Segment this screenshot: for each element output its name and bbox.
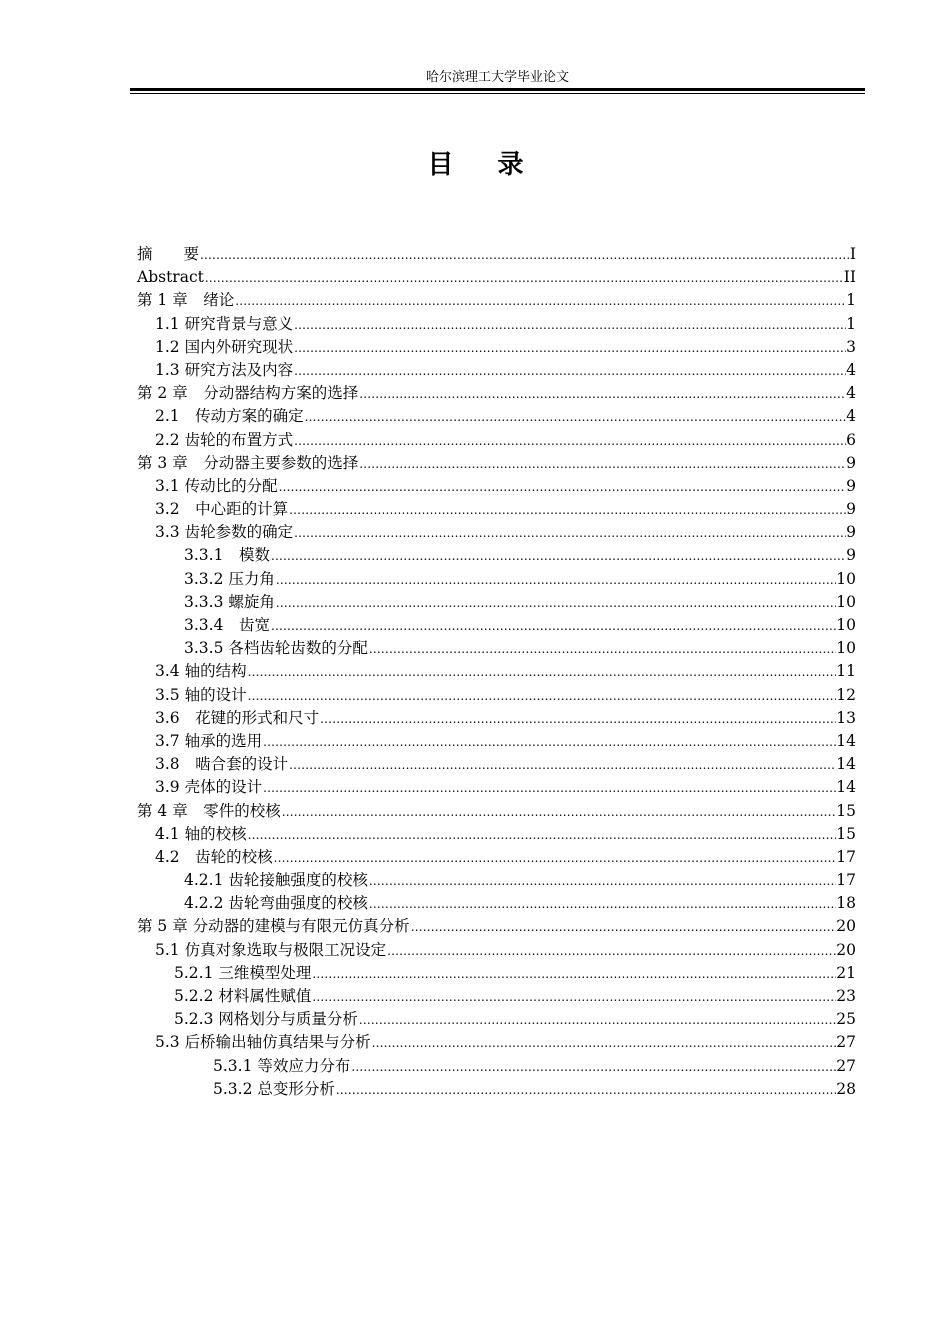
toc-entry[interactable] — [137, 776, 856, 799]
toc-entry[interactable] — [137, 1008, 856, 1031]
toc-entry[interactable] — [137, 452, 856, 475]
toc-entry-page: 9 — [846, 476, 856, 495]
toc-entry-label: 4.2 齿轮的校核 — [155, 847, 273, 866]
toc-entry-page: 27 — [836, 1056, 856, 1075]
toc-leader-dots — [368, 870, 836, 893]
toc-leader-dots — [204, 267, 844, 290]
toc-entry-label: 第 3 章 分动器主要参数的选择 — [137, 453, 359, 472]
toc-entry[interactable] — [137, 684, 856, 707]
toc-entry[interactable] — [137, 475, 856, 498]
toc-entry-page: 15 — [836, 801, 856, 820]
toc-entry-label: 1.1 研究背景与意义 — [155, 314, 294, 333]
toc-entry-page: 4 — [846, 360, 856, 379]
toc-entry-label: 3.9 壳体的设计 — [155, 778, 263, 797]
toc-leader-dots — [293, 314, 846, 337]
toc-leader-dots — [275, 569, 836, 592]
toc-entry[interactable] — [137, 359, 856, 382]
toc-entry-page: 4 — [846, 384, 856, 403]
toc-leader-dots — [311, 963, 836, 986]
toc-entry[interactable] — [137, 544, 856, 567]
toc-leader-dots — [278, 476, 847, 499]
toc-entry-label: 3.8 啮合套的设计 — [155, 755, 289, 774]
toc-entry[interactable] — [137, 985, 856, 1008]
toc-entry[interactable] — [137, 243, 856, 266]
toc-entry-page: 10 — [836, 616, 856, 634]
toc-entry[interactable] — [137, 637, 856, 660]
toc-entry[interactable] — [137, 521, 856, 544]
toc-entry-label: 5.1 仿真对象选取与极限工况设定 — [155, 940, 387, 959]
toc-entry-label: 2.1 传动方案的确定 — [155, 407, 304, 426]
toc-entry[interactable] — [137, 915, 856, 938]
toc-entry[interactable] — [137, 892, 856, 915]
toc-leader-dots — [234, 290, 846, 313]
toc-leader-dots — [368, 893, 836, 916]
toc-leader-dots — [293, 337, 846, 360]
toc-entry-page: 17 — [836, 847, 856, 866]
toc-entry-label: 2.2 齿轮的布置方式 — [155, 430, 294, 449]
toc-entry[interactable] — [137, 846, 856, 869]
toc-entry-label: 3.1 传动比的分配 — [155, 476, 278, 495]
toc-entry-page: 28 — [836, 1079, 856, 1098]
toc-entry-page: 27 — [836, 1033, 856, 1052]
toc-entry[interactable] — [137, 614, 856, 637]
toc-entry-label: 1.3 研究方法及内容 — [155, 360, 294, 379]
table-of-contents — [137, 243, 856, 1101]
toc-leader-dots — [273, 847, 837, 870]
toc-entry-label: 1.2 国内外研究现状 — [155, 337, 294, 356]
toc-entry[interactable] — [137, 962, 856, 985]
toc-entry[interactable] — [137, 660, 856, 683]
toc-entry-label: 第 5 章 分动器的建模与有限元仿真分析 — [137, 917, 410, 936]
toc-entry-page: 14 — [836, 731, 856, 750]
toc-entry-label: 3.3.4 齿宽 — [184, 616, 270, 634]
toc-leader-dots — [350, 1056, 836, 1079]
toc-leader-dots — [368, 638, 836, 661]
toc-entry-label: 第 4 章 零件的校核 — [137, 801, 281, 820]
toc-entry-label: 5.3 后桥输出轴仿真结果与分析 — [155, 1033, 371, 1052]
toc-entry-page: 1 — [846, 314, 856, 333]
toc-entry-page: 4 — [846, 407, 856, 426]
toc-entry-page: 13 — [836, 708, 856, 727]
toc-entry-label: 摘 要 — [137, 245, 200, 263]
toc-entry[interactable] — [137, 568, 856, 591]
toc-entry-page: 10 — [836, 592, 856, 611]
toc-leader-dots — [293, 360, 846, 383]
toc-entry-label: 3.3 齿轮参数的确定 — [155, 523, 294, 542]
toc-entry-label: 3.4 轴的结构 — [155, 662, 247, 681]
toc-entry-page: 9 — [846, 523, 856, 542]
toc-entry-page: 20 — [836, 940, 856, 959]
toc-entry-page: 10 — [836, 639, 856, 658]
toc-entry-label: 5.2.3 网格划分与质量分析 — [174, 1010, 358, 1029]
toc-leader-dots — [281, 801, 837, 824]
toc-entry-label: 3.3.5 各档齿轮齿数的分配 — [184, 639, 368, 658]
toc-entry[interactable] — [137, 289, 856, 312]
toc-leader-dots — [293, 522, 846, 545]
toc-leader-dots — [288, 499, 846, 522]
toc-entry-label: Abstract — [137, 268, 204, 287]
toc-entry-label: 4.1 轴的校核 — [155, 824, 247, 843]
toc-entry[interactable] — [137, 498, 856, 521]
toc-leader-dots — [358, 383, 846, 406]
toc-leader-dots — [262, 777, 836, 800]
toc-entry[interactable] — [137, 313, 856, 336]
toc-leader-dots — [247, 824, 837, 847]
toc-entry-page: 21 — [836, 963, 856, 982]
toc-leader-dots — [270, 615, 836, 638]
toc-leader-dots — [199, 244, 850, 267]
toc-leader-dots — [358, 453, 846, 476]
toc-entry-page: 14 — [836, 755, 856, 774]
toc-leader-dots — [247, 661, 837, 684]
toc-entry-label: 第 2 章 分动器结构方案的选择 — [137, 384, 359, 403]
toc-leader-dots — [386, 940, 836, 963]
toc-entry-page: 9 — [846, 500, 856, 519]
toc-entry-page: 9 — [846, 546, 856, 565]
toc-entry-label: 4.2.2 齿轮弯曲强度的校核 — [184, 894, 368, 913]
toc-entry-page: 17 — [836, 871, 856, 890]
toc-title: 目录 — [427, 150, 568, 180]
toc-leader-dots — [270, 545, 846, 568]
toc-entry[interactable] — [137, 336, 856, 359]
toc-leader-dots — [288, 754, 836, 777]
toc-entry-label: 3.6 花键的形式和尺寸 — [155, 708, 320, 727]
toc-entry[interactable] — [137, 266, 856, 289]
toc-entry[interactable] — [137, 939, 856, 962]
toc-entry-page: 25 — [836, 1010, 856, 1029]
toc-leader-dots — [293, 430, 846, 453]
toc-entry-page: 20 — [836, 917, 856, 936]
toc-entry-label: 3.7 轴承的选用 — [155, 731, 263, 750]
toc-entry-page: II — [843, 268, 856, 287]
toc-entry[interactable] — [137, 591, 856, 614]
toc-entry[interactable] — [137, 405, 856, 428]
toc-entry[interactable] — [137, 869, 856, 892]
toc-entry-label: 5.2.1 三维模型处理 — [174, 963, 312, 982]
toc-leader-dots — [319, 708, 836, 731]
toc-entry-page: I — [849, 245, 856, 263]
toc-entry-page: 18 — [836, 894, 856, 913]
toc-leader-dots — [311, 986, 836, 1009]
page-header: 哈尔滨理工大学毕业论文 — [425, 70, 569, 85]
toc-entry-label: 5.3.1 等效应力分布 — [213, 1056, 351, 1075]
toc-entry[interactable] — [137, 1055, 856, 1078]
toc-leader-dots — [262, 731, 836, 754]
toc-entry-label: 3.2 中心距的计算 — [155, 500, 289, 519]
toc-entry-page: 1 — [846, 291, 856, 310]
toc-entry[interactable] — [137, 382, 856, 405]
toc-entry-page: 12 — [836, 685, 856, 704]
toc-entry[interactable] — [137, 1078, 856, 1101]
toc-entry-page: 11 — [836, 662, 856, 681]
toc-entry[interactable] — [137, 1031, 856, 1054]
toc-entry-label: 3.5 轴的设计 — [155, 685, 247, 704]
toc-entry-page: 15 — [836, 824, 856, 843]
toc-entry-label: 3.3.1 模数 — [184, 546, 270, 565]
toc-leader-dots — [304, 406, 846, 429]
header-rule-thin — [130, 93, 865, 94]
toc-entry-page: 9 — [846, 453, 856, 472]
toc-leader-dots — [247, 685, 837, 708]
toc-entry-label: 第 1 章 绪论 — [137, 291, 235, 310]
toc-entry[interactable] — [137, 800, 856, 823]
toc-entry-page: 14 — [836, 778, 856, 797]
toc-entry-page: 23 — [836, 987, 856, 1005]
toc-leader-dots — [371, 1032, 837, 1055]
toc-entry-page: 6 — [846, 430, 856, 449]
toc-entry[interactable] — [137, 753, 856, 776]
toc-entry[interactable] — [137, 707, 856, 730]
toc-entry-label: 3.3.3 螺旋角 — [184, 592, 275, 611]
toc-entry[interactable] — [137, 730, 856, 753]
toc-leader-dots — [335, 1079, 836, 1102]
toc-entry-page: 3 — [846, 337, 856, 356]
toc-leader-dots — [275, 592, 836, 615]
toc-entry[interactable] — [137, 429, 856, 452]
toc-entry-label: 5.2.2 材料属性赋值 — [174, 987, 312, 1005]
toc-entry-label: 5.3.2 总变形分析 — [213, 1079, 335, 1098]
toc-entry-label: 4.2.1 齿轮接触强度的校核 — [184, 871, 368, 890]
toc-entry[interactable] — [137, 823, 856, 846]
toc-entry-label: 3.3.2 压力角 — [184, 569, 275, 588]
toc-leader-dots — [358, 1009, 836, 1032]
toc-leader-dots — [410, 916, 837, 939]
header-rule-thick — [130, 88, 865, 91]
toc-entry-page: 10 — [836, 569, 856, 588]
